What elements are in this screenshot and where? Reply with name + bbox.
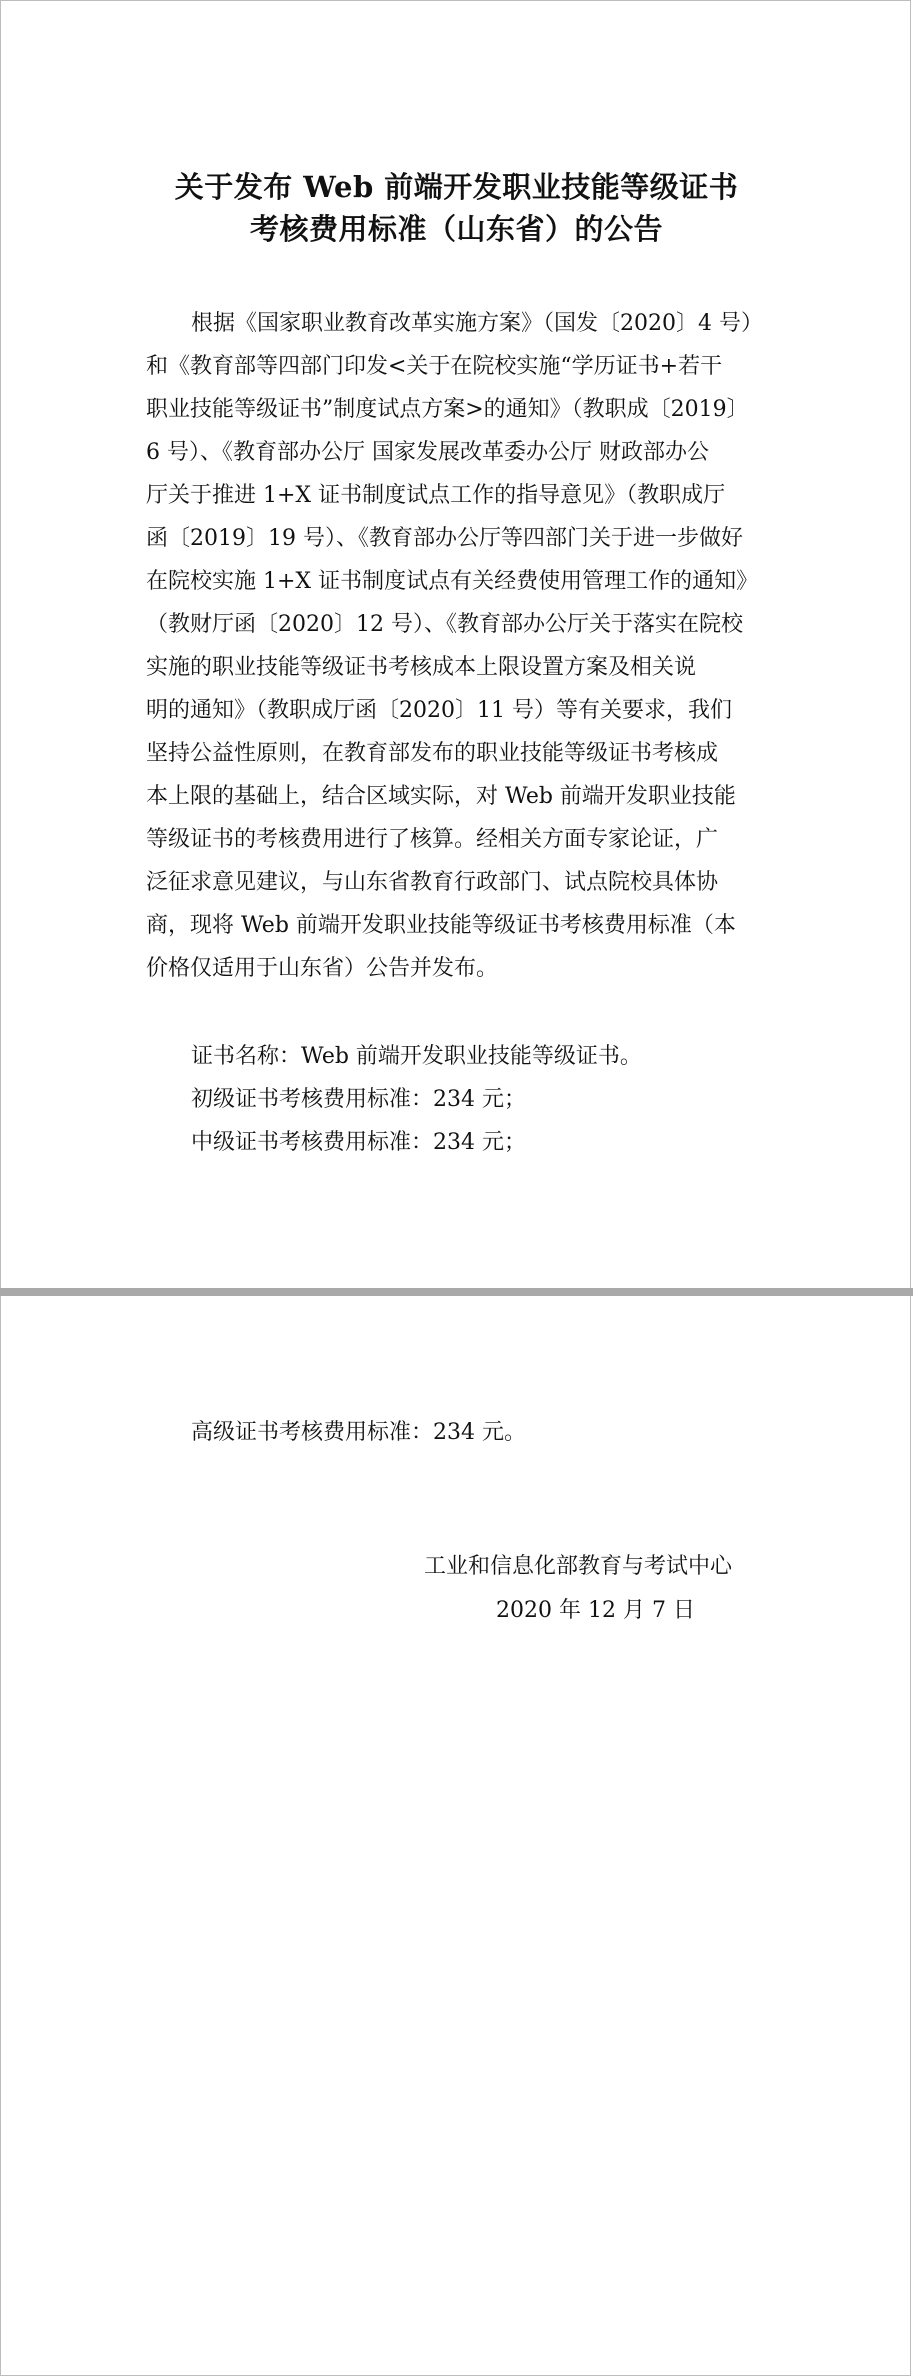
cert-name-line: 证书名称：Web 前端开发职业技能等级证书。 xyxy=(191,1044,642,1069)
document-title-line-1: 关于发布 Web 前端开发职业技能等级证书 xyxy=(174,170,739,204)
body-line: 在院校实施 1+X 证书制度试点有关经费使用管理工作的通知》 xyxy=(146,569,759,594)
body-line: 6 号）、《教育部办公厅 国家发展改革委办公厅 财政部办公 xyxy=(146,440,709,465)
body-line: 商，现将 Web 前端开发职业技能等级证书考核费用标准（本 xyxy=(146,913,736,938)
body-line: 价格仅适用于山东省）公告并发布。 xyxy=(146,956,499,981)
fee-senior-line: 高级证书考核费用标准：234 元。 xyxy=(191,1420,526,1445)
body-line: 根据《国家职业教育改革实施方案》（国发〔2020〕4 号） xyxy=(191,311,763,336)
issue-date: 2020 年 12 月 7 日 xyxy=(496,1598,695,1623)
body-line: 函〔2019〕19 号）、《教育部办公厅等四部门关于进一步做好 xyxy=(146,526,743,551)
body-line: 和《教育部等四部门印发<关于在院校实施“学历证书+若干 xyxy=(146,354,723,379)
fee-intermediate-line: 中级证书考核费用标准：234 元； xyxy=(191,1130,526,1155)
body-line: 泛征求意见建议，与山东省教育行政部门、试点院校具体协 xyxy=(146,870,719,895)
body-line: 本上限的基础上，结合区域实际，对 Web 前端开发职业技能 xyxy=(146,784,736,809)
body-line: 坚持公益性原则，在教育部发布的职业技能等级证书考核成 xyxy=(146,741,719,766)
body-line: 等级证书的考核费用进行了核算。经相关方面专家论证，广 xyxy=(146,827,719,852)
document-title-line-2: 考核费用标准（山东省）的公告 xyxy=(249,212,663,246)
issuer-name: 工业和信息化部教育与考试中心 xyxy=(424,1554,733,1579)
body-line: 实施的职业技能等级证书考核成本上限设置方案及相关说 xyxy=(146,655,697,680)
body-line: 厅关于推进 1+X 证书制度试点工作的指导意见》（教职成厅 xyxy=(146,483,726,508)
document-page-2 xyxy=(0,1296,911,2376)
body-line: 职业技能等级证书”制度试点方案>的通知》（教职成〔2019〕 xyxy=(146,397,749,422)
body-line: 明的通知》（教职成厅函〔2020〕11 号）等有关要求，我们 xyxy=(146,698,732,723)
fee-junior-line: 初级证书考核费用标准：234 元； xyxy=(191,1087,526,1112)
body-line: （教财厅函〔2020〕12 号）、《教育部办公厅关于落实在院校 xyxy=(146,612,743,637)
page-separator xyxy=(0,1288,913,1296)
